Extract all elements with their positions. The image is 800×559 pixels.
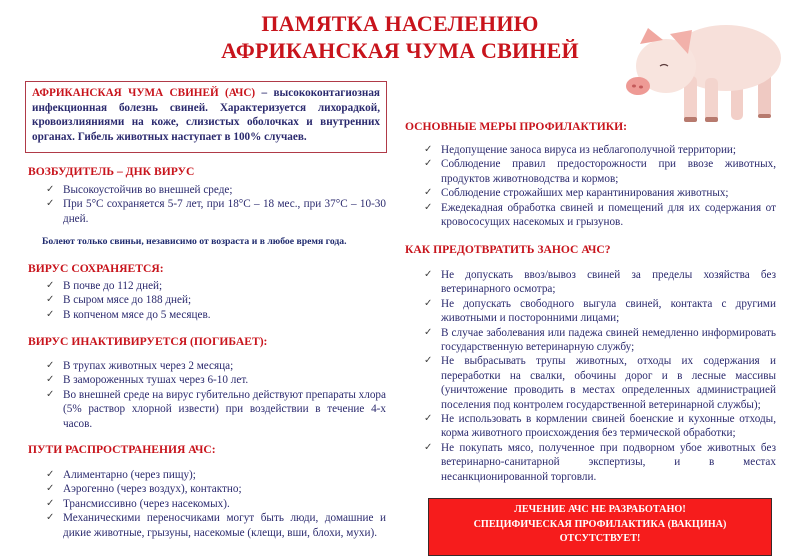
section-title-prevention: ОСНОВНЫЕ МЕРЫ ПРОФИЛАКТИКИ: xyxy=(405,120,627,133)
list-item: ✓ Во внешней среде на вирус губительно действуют препараты хлора (5% раствор хлорной извести) при воздействии в течение 4-х часов. xyxy=(46,388,386,430)
list-item: ✓ Механическими переносчиками могут быть люди, домашние и дикие животные, грызуны, насекомые (клещи, вши, блохи, мухи). xyxy=(46,512,386,539)
spread-list xyxy=(46,468,386,540)
intro-definition-box xyxy=(25,81,387,153)
checkmark-icon: ✓ xyxy=(46,184,55,195)
list-item: ✓ В замороженных тушах через 6-10 лет. xyxy=(46,374,249,387)
list-item: ✓ Алиментарно (через пищу); xyxy=(46,469,196,481)
intro-term: АФРИКАНСКАЯ ЧУМА СВИНЕЙ (АЧС) xyxy=(32,87,256,99)
inactivated-list xyxy=(46,359,386,431)
checkmark-icon: ✓ xyxy=(46,497,55,509)
list-item: ✓ В сыром мясе до 188 дней; xyxy=(46,294,192,307)
list-item: ✓ Высокоустойчив во внешней среде; xyxy=(46,184,233,196)
checkmark-icon: ✓ xyxy=(46,198,55,210)
section-title-spread: ПУТИ РАСПРОСТРАНЕНИЯ АЧС: xyxy=(28,443,216,456)
checkmark-icon: ✓ xyxy=(46,483,55,495)
list-item: ✓ В трупах животных через 2 месяца; xyxy=(46,360,234,372)
checkmark-icon: ✓ xyxy=(424,201,433,213)
piglet-illustration xyxy=(608,6,798,124)
warning-line-3: ОТСУТСТВУЕТ! xyxy=(559,533,641,544)
piglet-icon xyxy=(626,25,781,122)
list-item: ✓ При 5°С сохраняется 5-7 лет, при 18°С – 18 мес., при 37°С – 10-30 дней. xyxy=(46,198,386,225)
list-item: ✓ Трансмиссивно (через насекомых). xyxy=(46,497,230,510)
list-item: ✓ Не выбрасывать трупы животных, отходы их содержания и переработки на свалки, обочины дорог и в лесные массивы (уничтожение проводить в местах определенных администрацией поселения под контролем государственной ветеринарной службы); xyxy=(424,355,776,411)
list-item: ✓ Соблюдение правил предосторожности при ввозе животных, продуктов животноводства и кормов; xyxy=(424,158,776,185)
checkmark-icon: ✓ xyxy=(424,297,433,309)
section-title-inactivated: ВИРУС ИНАКТИВИРУЕТСЯ (ПОГИБАЕТ): xyxy=(28,335,268,348)
checkmark-icon: ✓ xyxy=(424,269,433,280)
how-to-prevent-list xyxy=(424,268,776,484)
list-item: ✓ Недопущение заноса вируса из неблагополучной территории; xyxy=(424,144,737,156)
checkmark-icon: ✓ xyxy=(424,326,433,338)
checkmark-icon: ✓ xyxy=(424,441,433,453)
checkmark-icon: ✓ xyxy=(424,187,433,199)
title-line-1: ПАМЯТКА НАСЕЛЕНИЮ xyxy=(261,11,539,36)
list-item: ✓ Не использовать в кормлении свиней боенские и кухонные отходы, корма животного происхождения без термической обработки; xyxy=(424,413,776,440)
pathogen-list xyxy=(46,183,386,226)
checkmark-icon: ✓ xyxy=(46,388,55,400)
checkmark-icon: ✓ xyxy=(46,308,55,320)
section-title-how-to-prevent: КАК ПРЕДОТВРАТИТЬ ЗАНОС АЧС? xyxy=(405,243,611,256)
persists-list xyxy=(46,279,386,322)
list-item: ✓ Не допускать свободного выгула свиней, контакта с другими животными и посторонними лицами; xyxy=(424,297,776,325)
checkmark-icon: ✓ xyxy=(46,469,55,480)
page-title xyxy=(180,10,620,64)
list-item: ✓ Не покупать мясо, полученное при подворном убое животных без ветеринарно-санитарной экспертизы, и в местах несанкционированной торговли. xyxy=(424,441,776,483)
checkmark-icon: ✓ xyxy=(424,158,433,170)
checkmark-icon: ✓ xyxy=(424,144,433,155)
list-item: ✓ Аэрогенно (через воздух), контактно; xyxy=(46,483,242,496)
title-line-2: АФРИКАНСКАЯ ЧУМА СВИНЕЙ xyxy=(221,38,579,63)
list-item: ✓ В почве до 112 дней; xyxy=(46,280,163,292)
checkmark-icon: ✓ xyxy=(424,355,433,367)
section-title-persists: ВИРУС СОХРАНЯЕТСЯ: xyxy=(28,262,164,275)
prevention-list xyxy=(424,143,776,229)
section-title-pathogen: ВОЗБУДИТЕЛЬ – ДНК ВИРУС xyxy=(28,165,195,178)
checkmark-icon: ✓ xyxy=(46,294,55,306)
list-item: ✓ Не допускать ввоз/вывоз свиней за пределы хозяйства без ветеринарного осмотра; xyxy=(424,269,776,296)
warning-box xyxy=(428,498,772,556)
checkmark-icon: ✓ xyxy=(46,360,55,371)
list-item: ✓ Соблюдение строжайших мер карантинирования животных; xyxy=(424,187,729,200)
checkmark-icon: ✓ xyxy=(424,413,433,425)
checkmark-icon: ✓ xyxy=(46,374,55,386)
checkmark-icon: ✓ xyxy=(46,280,55,291)
warning-line-2: СПЕЦИФИЧЕСКАЯ ПРОФИЛАКТИКА (ВАКЦИНА) xyxy=(473,518,727,530)
list-item: ✓ В копченом мясе до 5 месяцев. xyxy=(46,308,211,321)
list-item: ✓ В случае заболевания или падежа свиней немедленно информировать государственную ветеринарную службу; xyxy=(424,326,776,354)
intro-text: – высококонтагиозная инфекционная болезнь свиней. Характеризуется лихорадкой, кровоизлияниями на коже, слизистых оболочках и внутренних органах. Гибель животных наступает в 100% случаев. xyxy=(32,87,380,143)
checkmark-icon: ✓ xyxy=(46,512,55,524)
note-only-pigs: Болеют только свиньи, независимо от возраста и в любое время года. xyxy=(42,236,347,247)
list-item: ✓ Ежедекадная обработка свиней и помещений для их содержания от кровососущих насекомых и грызунов. xyxy=(424,201,776,229)
warning-line-1: ЛЕЧЕНИЕ АЧС НЕ РАЗРАБОТАНО! xyxy=(514,504,686,515)
